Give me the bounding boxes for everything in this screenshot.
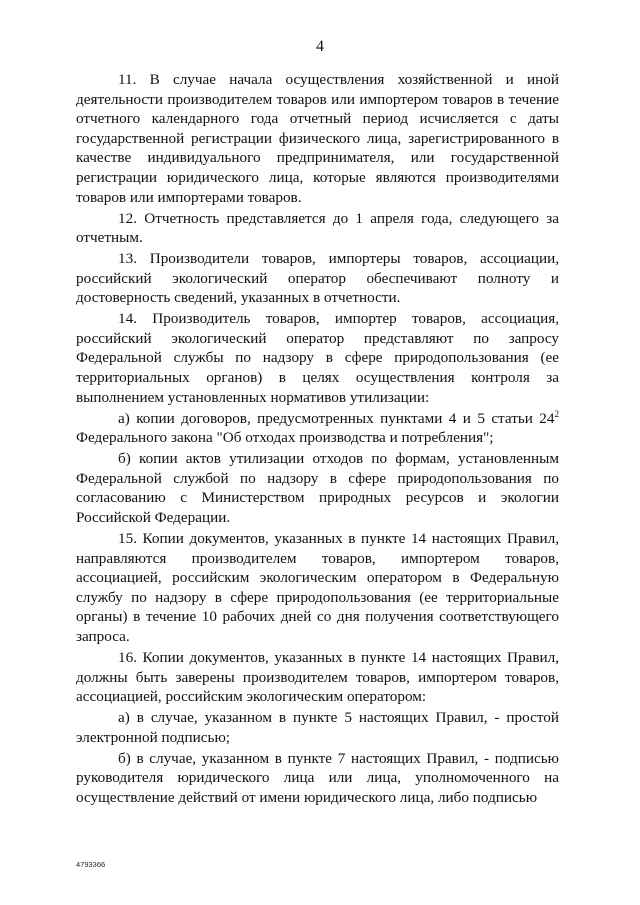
paragraph-15: 15. Копии документов, указанных в пункте 14 настоящих Правил, направляются производителем товаров, импортером товаров, ассоциацией, российским экологическим оператором в Федеральную службу по надзору в сфере природопользования (ее территориальные органы) в течение 10 рабочих дней со дня получения соответствующего запроса. (76, 530, 559, 645)
paragraph-16-item-b: б) в случае, указанном в пункте 7 настоящих Правил, - подписью руководителя юридического лица или лица, уполномоченного на осуществление действий от имени юридического лица, либо подписью (76, 749, 559, 806)
page-number: 4 (316, 38, 324, 55)
paragraph-16-item-a: а) в случае, указанном в пункте 5 настоящих Правил, - простой электронной подписью; (76, 709, 559, 746)
paragraph-12: 12. Отчетность представляется до 1 апреля года, следующего за отчетным. (76, 209, 559, 247)
item-a-text-continued: Федерального закона "Об отходах производства и потребления"; (76, 429, 494, 447)
item-a-text: а) копии договоров, предусмотренных пунктами 4 и 5 статьи 24 (118, 409, 555, 427)
item-a-superscript: 2 (554, 408, 559, 419)
paragraph-11: 11. В случае начала осуществления хозяйственной и иной деятельности производителем товаров или импортером товаров в течение отчетного календарного года отчетный период исчисляется с даты государственной регистрации физического лица, зарегистрированного в качестве индивидуального предпринимателя, или государственной регистрации юридического лица, которые являются производителями товаров или импортерами товаров. (76, 71, 559, 206)
paragraph-14: 14. Производитель товаров, импортер товаров, ассоциация, российский экологический оператор представляют по запросу Федеральной службы по надзору в сфере природопользования (ее территориальных органов) в целях осуществления контроля за выполнением установленных нормативов утилизации: (76, 310, 559, 406)
paragraph-16: 16. Копии документов, указанных в пункте 14 настоящих Правил, должны быть заверены производителем товаров, импортером товаров, ассоциацией, российским экологическим оператором: (76, 648, 559, 706)
paragraph-14-item-b: б) копии актов утилизации отходов по формам, установленным Федеральной службой по надзору в сфере природопользования по согласованию с Министерством природных ресурсов и экологии Российской Федерации. (76, 450, 559, 527)
document-body (76, 70, 559, 809)
paragraph-14-item-a (76, 409, 559, 448)
document-code: 4793366 (76, 860, 106, 869)
paragraph-13: 13. Производители товаров, импортеры товаров, ассоциации, российский экологический оператор обеспечивают полноту и достоверность сведений, указанных в отчетности. (76, 250, 559, 307)
